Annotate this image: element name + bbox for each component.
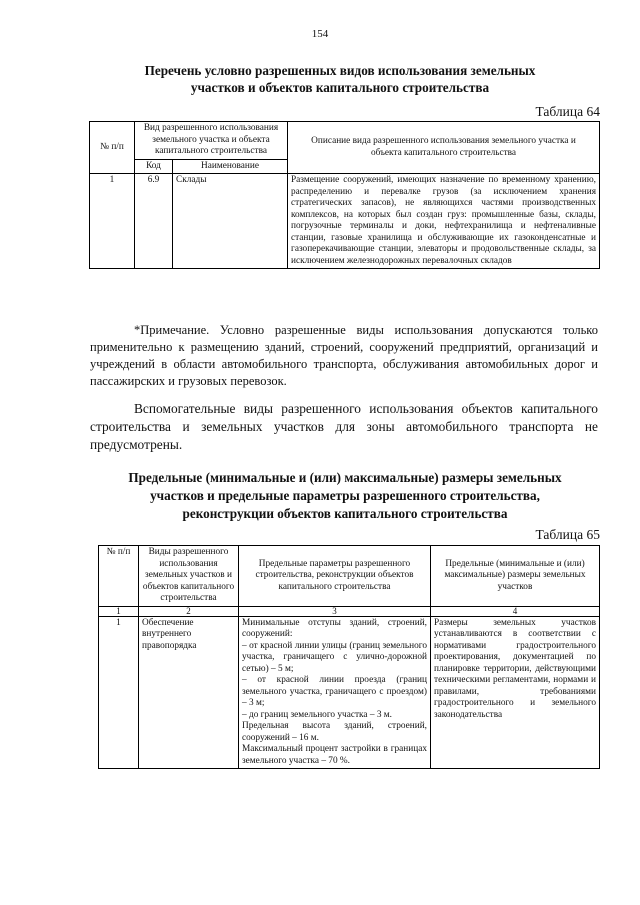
param-line: – от красной линии проезда (границ земельного участка, граничащего с проездом) – 3 м;: [242, 675, 427, 708]
header-name: Наименование: [173, 159, 288, 174]
header-num: № п/п: [90, 122, 135, 174]
heading-limits: [90, 469, 600, 523]
cell-sizes: Размеры земельных участков устанавливаются в соответствии с нормативами градостроительного проектирования, документацией по планировке территории, действующими техническими регламентами, нормами и правилами, требованиями градостроительного и земельного законодательства: [431, 616, 600, 769]
param-line: – от красной линии улицы (границ земельного участка, граничащего с улично-дорожной сетью) – 5 м;: [242, 640, 427, 674]
header-kind: Вид разрешенного использования земельного участка и объекта капитального строительства: [135, 122, 288, 160]
heading-line: Предельные (минимальные и (или) максимальные) размеры земельных: [128, 470, 562, 485]
param-line: Предельная высота зданий, строений, сооружений – 16 м.: [242, 721, 427, 743]
table-65-label: Таблица 65: [535, 527, 600, 542]
note-paragraph: *Примечание. Условно разрешенные виды использования допускаются только применительно к размещению зданий, строений, сооружений предприятий, организаций и учреждений в области автомобильного транспорта, обслуживания автомобильных дорог и пассажирских и грузовых перевозок.: [90, 323, 598, 388]
cell-code: 6.9: [135, 174, 173, 269]
cell-params: [239, 616, 431, 769]
heading-conditional-uses: [100, 62, 580, 96]
table-row: [90, 174, 600, 269]
param-line: Максимальный процент застройки в границах земельного участка – 70 %.: [242, 744, 427, 766]
column-number: 3: [239, 606, 431, 616]
heading-line: участков и объектов капитального строительства: [190, 80, 490, 95]
header-params: Предельные параметры разрешенного строительства, реконструкции объектов капитального строительства: [239, 546, 431, 607]
header-num: № п/п: [99, 546, 139, 607]
table-65: [98, 545, 600, 769]
heading-line: участков и предельные параметры разрешенного строительства,: [150, 488, 540, 503]
heading-line: Перечень условно разрешенных видов использования земельных: [144, 63, 536, 78]
cell-description: Размещение сооружений, имеющих назначение по временному хранению, распределению и перевалке грузов (за исключением хранения стратегических запасов), не являющихся частями производственных комплексов, на которых был создан груз: промышленные базы, склады, погрузочные терминалы и доки, нефтехранилища и нефтеналивные станции, газовые хранилища и обслуживающие их газоконденсатные и газоперекачивающие станции, элеваторы и продовольственные склады, за исключением железнодорожных перевалочных складов: [288, 174, 600, 269]
param-line: – до границ земельного участка – 3 м.: [242, 709, 392, 720]
header-sizes: Предельные (минимальные и (или) максимальные) размеры земельных участков: [431, 546, 600, 607]
cell-kind: Обеспечение внутреннего правопорядка: [139, 616, 239, 769]
header-description: Описание вида разрешенного использования земельного участка и объекта капитального строительства: [288, 122, 600, 174]
header-code: Код: [135, 159, 173, 174]
page-number: 154: [311, 28, 329, 40]
header-kind: Виды разрешенного использования земельных участков и объектов капитального строительства: [139, 546, 239, 607]
table-64: [89, 121, 600, 269]
cell-num: 1: [99, 616, 139, 769]
column-number: 4: [431, 606, 600, 616]
auxiliary-paragraph: Вспомогательные виды разрешенного использования объектов капитального строительства и земельных участков для зоны автомобильного транспорта не предусмотрены.: [90, 401, 598, 452]
table-row: [99, 616, 600, 769]
cell-name: Склады: [173, 174, 288, 269]
column-number: 2: [139, 606, 239, 616]
table-64-label: Таблица 64: [535, 104, 600, 119]
heading-line: реконструкции объектов капитального строительства: [182, 506, 508, 521]
cell-num: 1: [90, 174, 135, 269]
column-number: 1: [99, 606, 139, 616]
param-line: Минимальные отступы зданий, строений, сооружений:: [242, 617, 427, 639]
